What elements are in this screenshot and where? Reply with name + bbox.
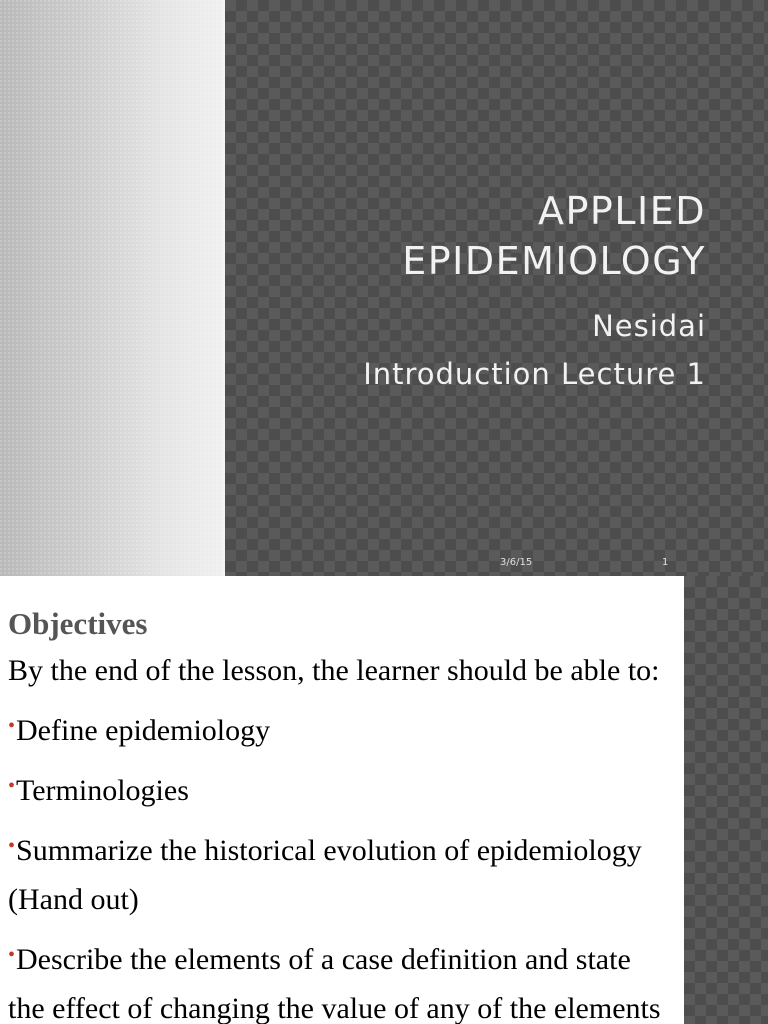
slide-title [402, 186, 706, 286]
objectives-heading: Objectives [8, 606, 148, 641]
title-line-2: EPIDEMIOLOGY [402, 239, 706, 283]
slide-number: 1 [662, 557, 669, 568]
patterned-panel [225, 0, 768, 576]
objective-text: Describe the elements of a case definition and state [16, 943, 631, 976]
objective-item [8, 709, 768, 748]
objective-text: Define epidemiology [16, 714, 271, 747]
subtitle-author: Nesidai [592, 309, 706, 343]
objectives-slide [0, 576, 768, 1024]
slide-subtitle [363, 302, 706, 398]
objective-text: Summarize the historical evolution of epidemiology [16, 834, 642, 867]
objective-text-continued: the effect of changing the value of any of the elements [8, 992, 661, 1024]
objective-text: Terminologies [16, 774, 189, 807]
objective-item [8, 829, 768, 917]
objective-item [8, 769, 768, 808]
objectives-intro: By the end of the lesson, the learner should be able to: [8, 654, 660, 687]
slide-date: 3/6/15 [500, 557, 533, 568]
bullet-icon: • [8, 835, 16, 857]
bullet-icon: • [8, 775, 16, 797]
title-line-1: APPLIED [538, 189, 706, 233]
objectives-content [8, 606, 768, 1024]
gradient-panel [0, 0, 224, 576]
subtitle-lecture: Introduction Lecture 1 [363, 357, 706, 391]
bullet-icon: • [8, 944, 16, 966]
objective-text-continued: (Hand out) [8, 883, 139, 916]
bullet-icon: • [8, 715, 16, 737]
objective-item [8, 938, 768, 1024]
